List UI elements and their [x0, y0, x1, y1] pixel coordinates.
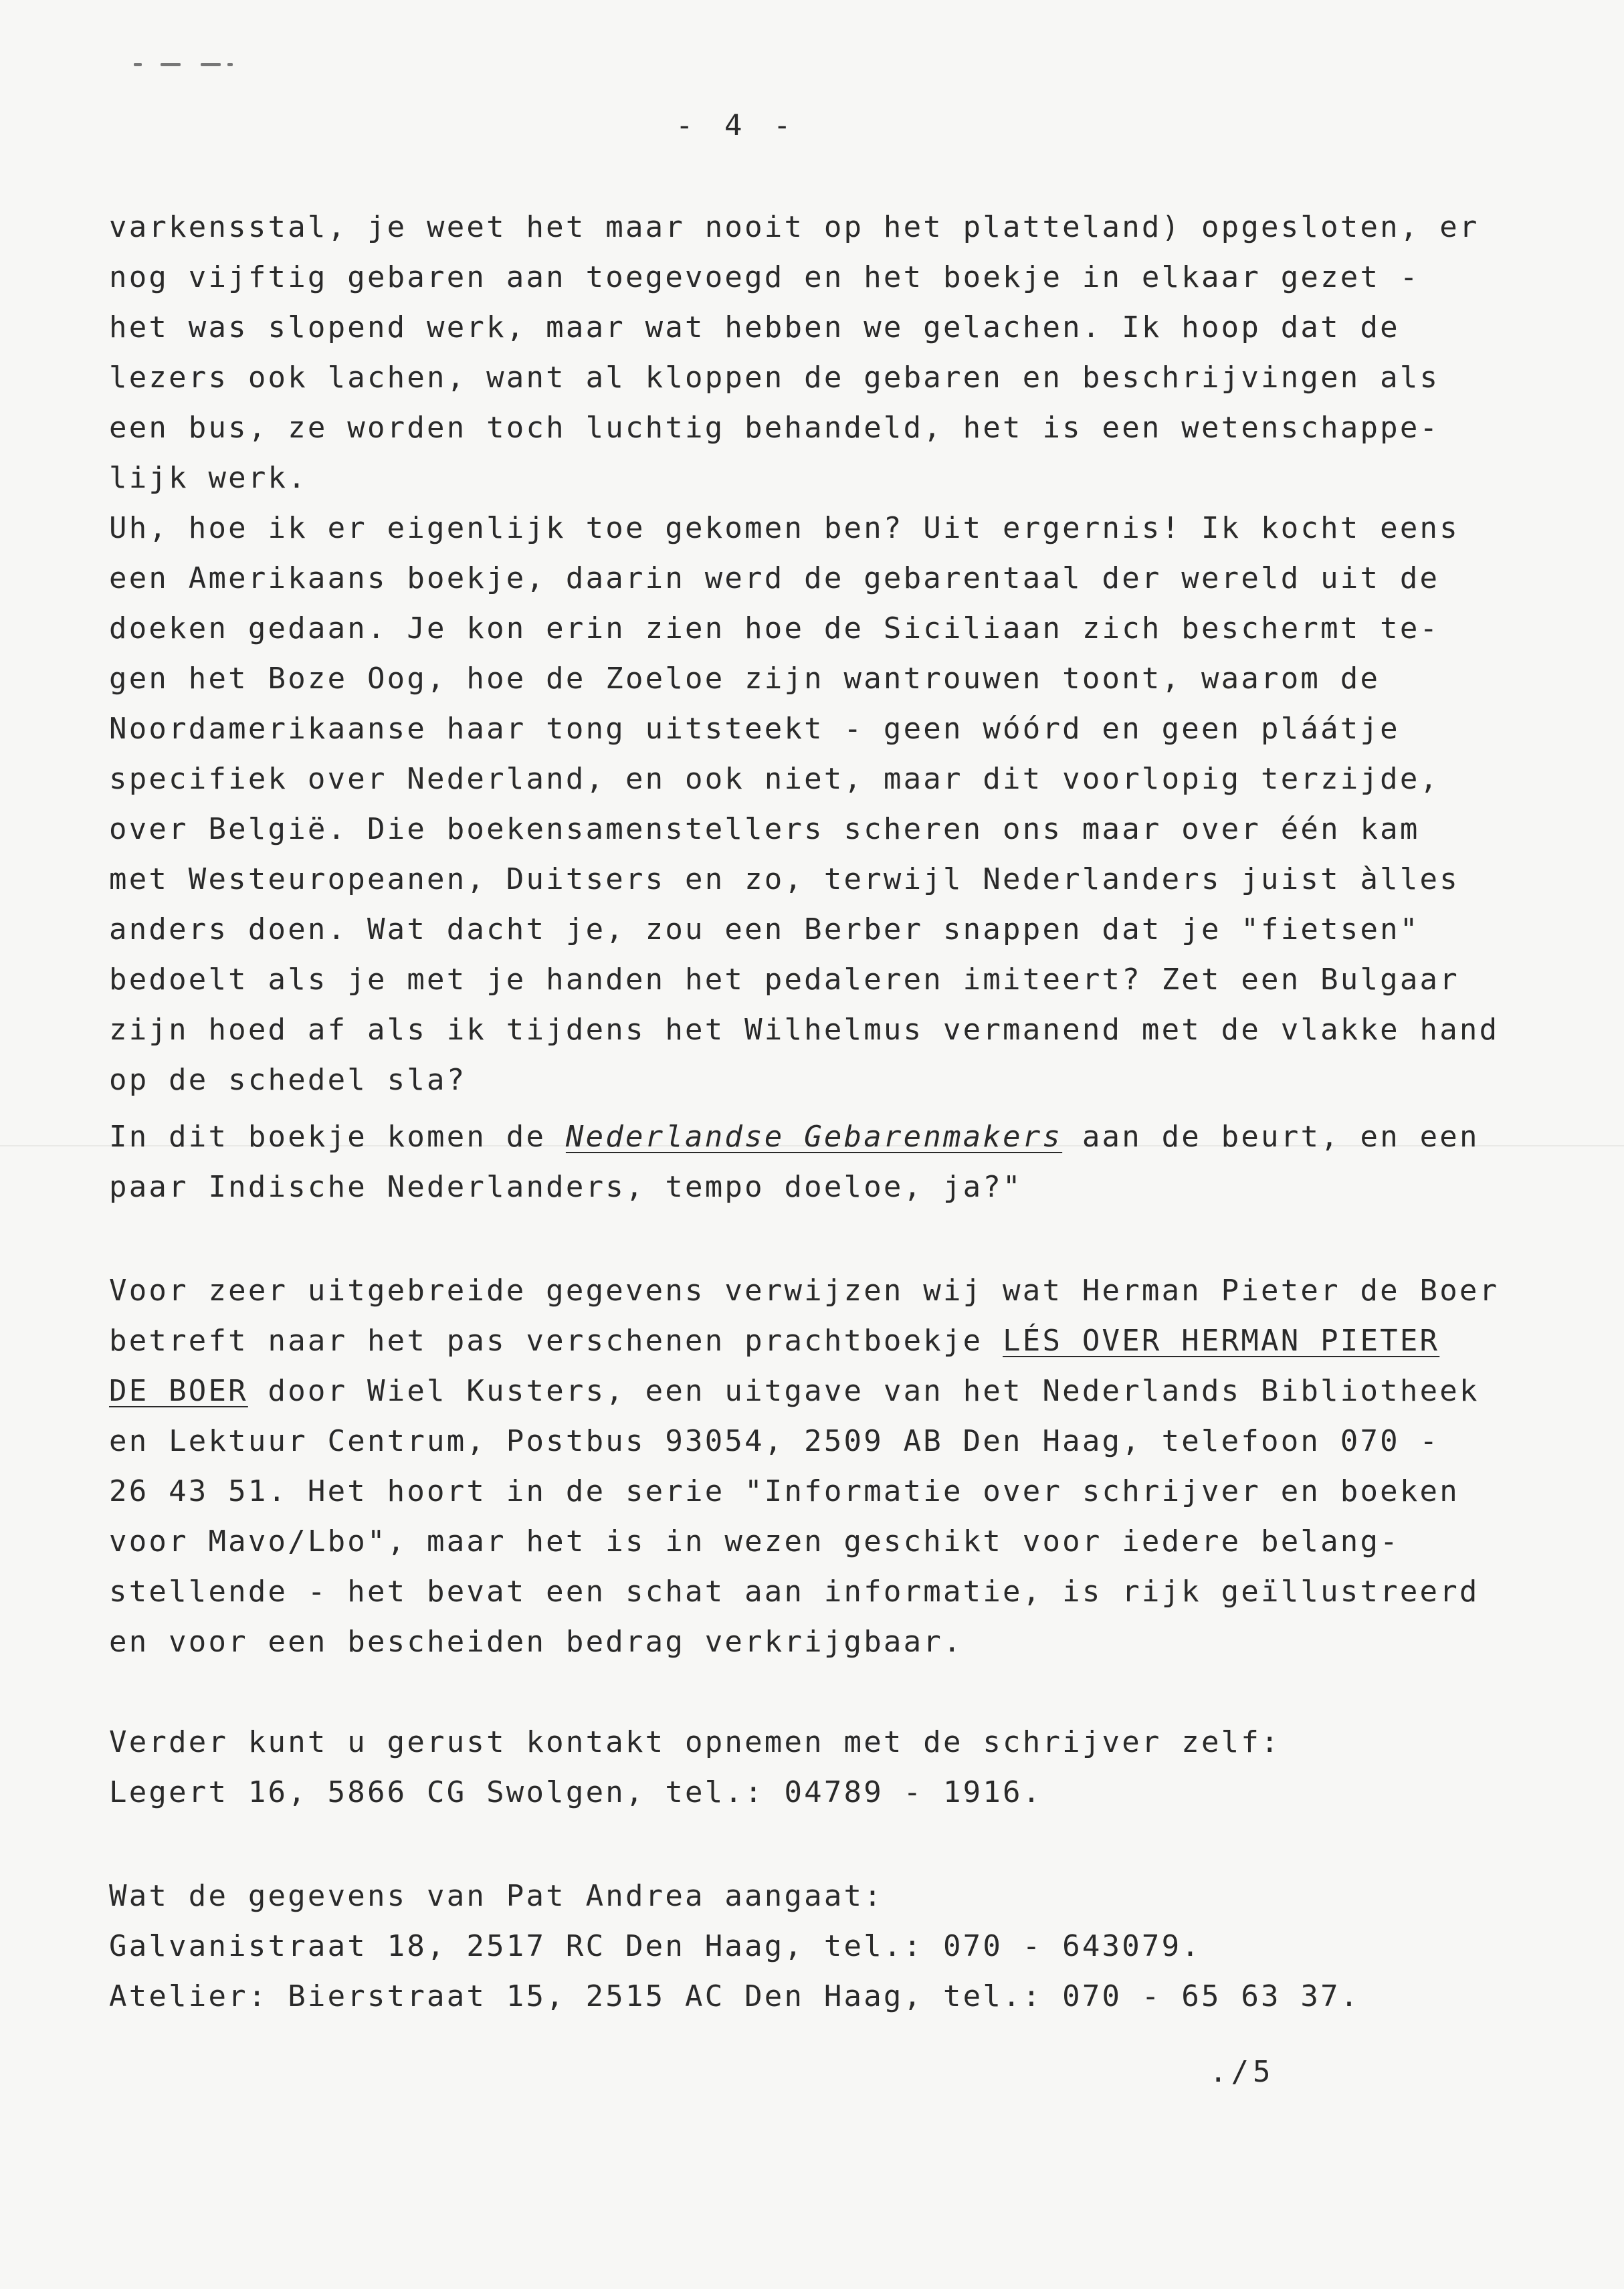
- body-line: Galvanistraat 18, 2517 RC Den Haag, tel.: 070 - 643079.: [109, 1929, 1201, 1963]
- body-line: zijn hoed af als ik tijdens het Wilhelmus vermanend met de vlakke hand: [109, 1013, 1500, 1047]
- body-line: lezers ook lachen, want al kloppen de gebaren en beschrijvingen als: [109, 361, 1440, 395]
- body-line: en Lektuur Centrum, Postbus 93054, 2509 AB Den Haag, telefoon 070 -: [109, 1424, 1440, 1458]
- body-line: bedoelt als je met je handen het pedaleren imiteert? Zet een Bulgaar: [109, 963, 1459, 997]
- body-line: paar Indische Nederlanders, tempo doeloe, ja?": [109, 1170, 1023, 1204]
- body-line: stellende - het bevat een schat aan informatie, is rijk geïllustreerd: [109, 1575, 1480, 1609]
- book-title-underlined: LÉS OVER HERMAN PIETER: [1003, 1324, 1440, 1358]
- body-line: varkensstal, je weet het maar nooit op het platteland) opgesloten, er: [109, 210, 1480, 244]
- page-number: - 4 -: [676, 108, 798, 142]
- body-line: voor Mavo/Lbo", maar het is in wezen geschikt voor iedere belang-: [109, 1524, 1400, 1559]
- body-line: specifiek over Nederland, en ook niet, maar dit voorlopig terzijde,: [109, 762, 1440, 796]
- body-line: op de schedel sla?: [109, 1063, 467, 1097]
- corner-mark: [134, 63, 234, 68]
- body-line: nog vijftig gebaren aan toegevoegd en het boekje in elkaar gezet -: [109, 260, 1420, 294]
- book-title-underlined: Nederlandse Gebarenmakers: [565, 1120, 1063, 1154]
- book-title-underlined: DE BOER: [109, 1374, 248, 1408]
- body-line: Verder kunt u gerust kontakt opnemen met de schrijver zelf:: [109, 1725, 1281, 1759]
- body-line: het was slopend werk, maar wat hebben we gelachen. Ik hoop dat de: [109, 310, 1400, 344]
- body-line: Voor zeer uitgebreide gegevens verwijzen wij wat Herman Pieter de Boer: [109, 1274, 1500, 1308]
- body-line: Uh, hoe ik er eigenlijk toe gekomen ben? Uit ergernis! Ik kocht eens: [109, 511, 1459, 545]
- body-line: [109, 1118, 1480, 1156]
- body-line: gen het Boze Oog, hoe de Zoeloe zijn wantrouwen toont, waarom de: [109, 662, 1381, 696]
- body-line: anders doen. Wat dacht je, zou een Berber snappen dat je "fietsen": [109, 912, 1420, 947]
- continuation-marker: ./5: [1209, 2055, 1275, 2089]
- body-line: over België. Die boekensamenstellers scheren ons maar over één kam: [109, 812, 1420, 846]
- body-line: 26 43 51. Het hoort in de serie "Informatie over schrijver en boeken: [109, 1474, 1459, 1508]
- body-line: en voor een bescheiden bedrag verkrijgbaar.: [109, 1625, 963, 1659]
- text-span: betreft naar het pas verschenen prachtboekje: [109, 1324, 1003, 1358]
- body-line: Noordamerikaanse haar tong uitsteekt - geen wóórd en geen pláátje: [109, 712, 1400, 746]
- text-span: door Wiel Kusters, een uitgave van het Nederlands Bibliotheek: [247, 1374, 1480, 1408]
- body-line: doeken gedaan. Je kon erin zien hoe de Siciliaan zich beschermt te-: [109, 611, 1440, 645]
- body-line: Atelier: Bierstraat 15, 2515 AC Den Haag, tel.: 070 - 65 63 37.: [109, 1979, 1360, 2013]
- body-line: een bus, ze worden toch luchtig behandeld, het is een wetenschappe-: [109, 411, 1440, 445]
- body-line: [109, 1322, 1439, 1360]
- text-span: In dit boekje komen de: [109, 1120, 566, 1154]
- body-line: met Westeuropeanen, Duitsers en zo, terwijl Nederlanders juist àlles: [109, 862, 1459, 896]
- body-line: een Amerikaans boekje, daarin werd de gebarentaal der wereld uit de: [109, 561, 1440, 595]
- body-line: Legert 16, 5866 CG Swolgen, tel.: 04789 - 1916.: [109, 1775, 1043, 1809]
- body-line: [109, 1373, 1480, 1410]
- body-line: lijk werk.: [109, 461, 308, 495]
- text-span: aan de beurt, en een: [1062, 1120, 1480, 1154]
- body-line: Wat de gegevens van Pat Andrea aangaat:: [109, 1879, 884, 1913]
